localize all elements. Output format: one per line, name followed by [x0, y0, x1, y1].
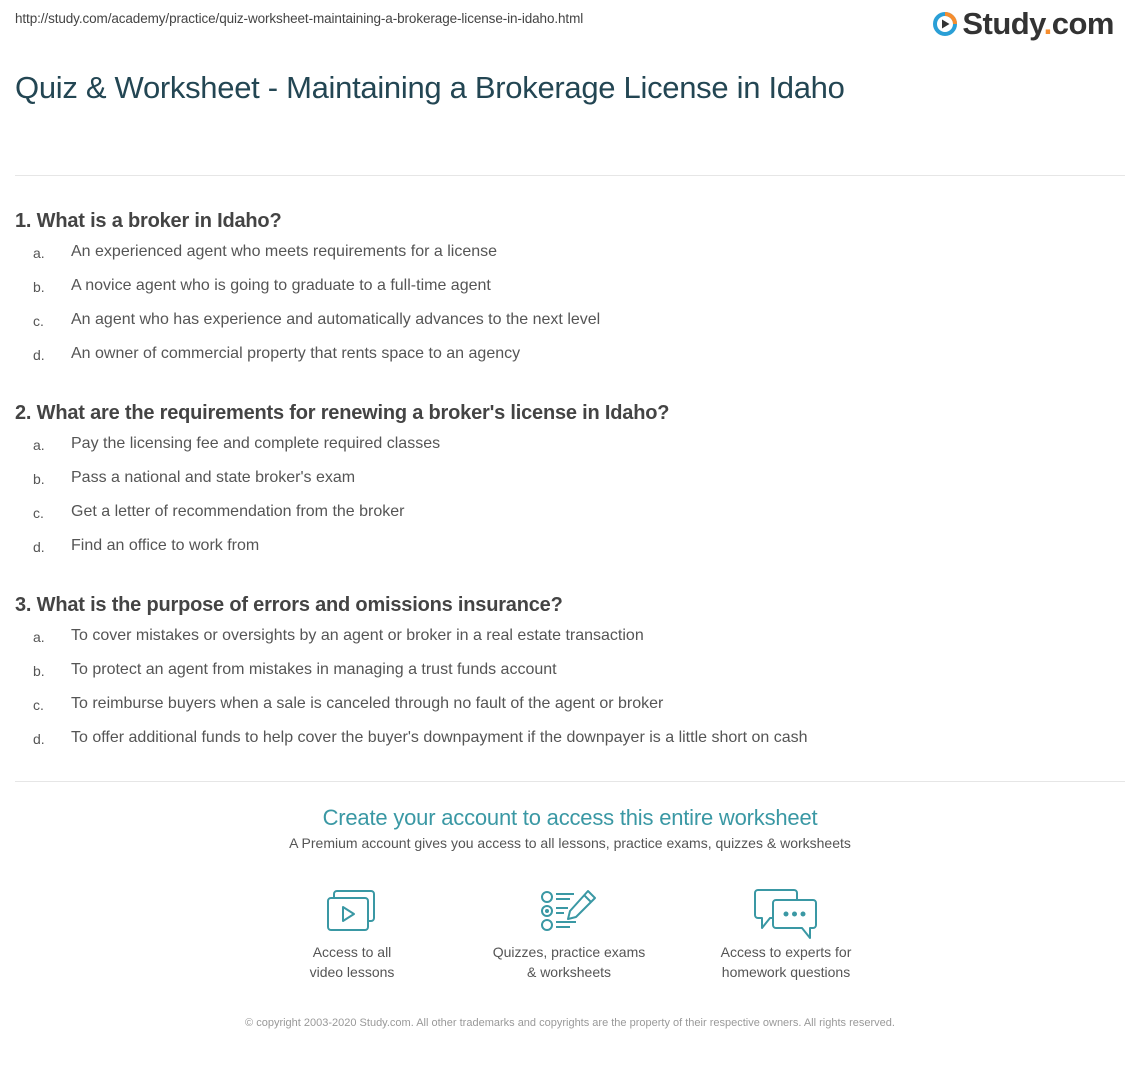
answer-text: A novice agent who is going to graduate to a full-time agent: [71, 277, 491, 294]
video-lessons-icon: [326, 888, 378, 934]
play-circle-logo-icon: [932, 11, 958, 37]
answer-option: [15, 503, 1115, 537]
page-url: http://study.com/academy/practice/quiz-worksheet-maintaining-a-brokerage-license-in-idaho.html: [15, 11, 584, 26]
answer-letter: b.: [33, 471, 45, 487]
cta-subtitle: A Premium account gives you access to all lessons, practice exams, quizzes & worksheets: [289, 835, 851, 851]
answer-text: Pay the licensing fee and complete required classes: [71, 435, 441, 452]
answer-text: To protect an agent from mistakes in managing a trust funds account: [71, 661, 557, 678]
feature-quizzes: [469, 888, 669, 982]
divider: [15, 781, 1125, 782]
answer-option: [15, 729, 1115, 763]
answer-option: [15, 469, 1115, 503]
answer-text: To cover mistakes or oversights by an agent or broker in a real estate transaction: [71, 627, 644, 644]
question-title: 3. What is the purpose of errors and omissions insurance?: [15, 594, 563, 616]
feature-video-lessons: [252, 888, 452, 982]
question-3: [15, 593, 1115, 763]
quiz-checklist-icon: [540, 888, 598, 934]
answer-text: To offer additional funds to help cover the buyer's downpayment if the downpayer is a little short on cash: [71, 729, 808, 746]
answer-option: [15, 345, 1115, 379]
logo-text: Study.com: [962, 6, 1114, 41]
answer-letter: c.: [33, 313, 44, 329]
feature-label-line: Access to all: [312, 944, 392, 960]
answer-letter: c.: [33, 697, 44, 713]
answer-text: Find an office to work from: [71, 537, 260, 554]
signup-cta: [0, 805, 1140, 851]
answer-option: [15, 277, 1115, 311]
copyright-footer: © copyright 2003-2020 Study.com. All other trademarks and copyrights are the property of their respective owners. All rights reserved.: [245, 1017, 895, 1029]
answer-option: [15, 243, 1115, 277]
answer-text: An agent who has experience and automatically advances to the next level: [71, 311, 601, 328]
feature-label-line: Access to experts for: [720, 944, 852, 960]
answer-letter: a.: [33, 437, 45, 453]
answer-letter: d.: [33, 347, 45, 363]
feature-label-line: & worksheets: [526, 964, 612, 980]
chat-bubbles-icon: [754, 888, 818, 940]
answer-option: [15, 311, 1115, 345]
answer-letter: d.: [33, 731, 45, 747]
answer-option: [15, 537, 1115, 571]
answer-letter: b.: [33, 663, 45, 679]
feature-label-line: video lessons: [309, 964, 395, 980]
answer-option: [15, 435, 1115, 469]
study-logo[interactable]: [932, 6, 1114, 42]
page-title: Quiz & Worksheet - Maintaining a Brokerage License in Idaho: [15, 70, 845, 105]
answer-letter: a.: [33, 629, 45, 645]
answer-text: An owner of commercial property that rents space to an agency: [71, 345, 521, 362]
feature-label-line: homework questions: [721, 964, 851, 980]
answer-letter: d.: [33, 539, 45, 555]
answer-option: [15, 695, 1115, 729]
feature-label-line: Quizzes, practice exams: [492, 944, 646, 960]
feature-experts: [686, 888, 886, 982]
divider: [15, 175, 1125, 176]
cta-title-link[interactable]: Create your account to access this entire worksheet: [322, 805, 818, 830]
question-title: 1. What is a broker in Idaho?: [15, 210, 282, 232]
answer-letter: a.: [33, 245, 45, 261]
answer-letter: c.: [33, 505, 44, 521]
question-2: [15, 401, 1115, 571]
question-title: 2. What are the requirements for renewing a broker's license in Idaho?: [15, 402, 670, 424]
answer-option: [15, 627, 1115, 661]
answer-option: [15, 661, 1115, 695]
answer-text: Pass a national and state broker's exam: [71, 469, 356, 486]
answer-letter: b.: [33, 279, 45, 295]
answer-text: Get a letter of recommendation from the broker: [71, 503, 405, 520]
answer-text: To reimburse buyers when a sale is canceled through no fault of the agent or broker: [71, 695, 664, 712]
answer-text: An experienced agent who meets requirements for a license: [71, 243, 498, 260]
question-1: [15, 209, 1115, 379]
